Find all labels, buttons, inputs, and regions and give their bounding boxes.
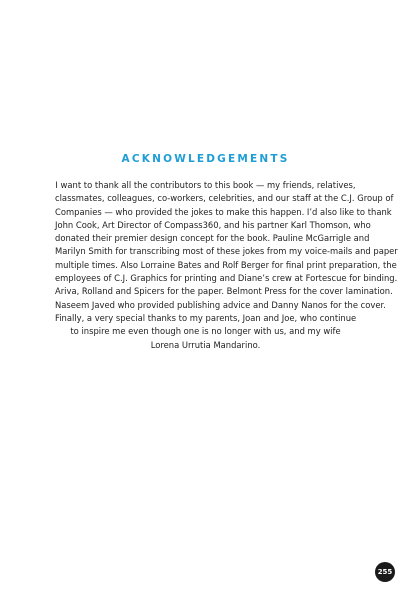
body-line: Naseem Javed who provided publishing advice and Danny Nanos for the cover. bbox=[55, 299, 386, 310]
body-line: Marilyn Smith for transcribing most of these jokes from my voice-mails and paper bbox=[55, 246, 398, 257]
page-heading: ACKNOWLEDGEMENTS bbox=[121, 153, 290, 165]
body-line: Finally, a very special thanks to my parents, Joan and Joe, who continue bbox=[55, 312, 357, 323]
body-line: donated their premier design concept for the book. Pauline McGarrigle and bbox=[55, 233, 370, 244]
body-line: Lorena Urrutia Mandarino. bbox=[150, 339, 261, 350]
body-line: employees of C.J. Graphics for printing and Diane’s crew at Fortescue for binding. bbox=[55, 273, 398, 284]
body-line: classmates, colleagues, co-workers, celebrities, and our staff at the C.J. Group of bbox=[55, 193, 394, 204]
body-line: Ariva, Rolland and Spicers for the paper. Belmont Press for the cover lamination. bbox=[55, 286, 393, 297]
body-line: to inspire me even though one is no longer with us, and my wife bbox=[70, 326, 341, 337]
body-line: Companies — who provided the jokes to make this happen. I’d also like to thank bbox=[55, 206, 392, 217]
body-line: multiple times. Also Lorraine Bates and Rolf Berger for final print preparation, the bbox=[55, 259, 397, 270]
page-number-badge: 255 bbox=[375, 562, 395, 582]
acknowledgements-body bbox=[55, 179, 398, 352]
body-line: John Cook, Art Director of Compass360, and his partner Karl Thomson, who bbox=[55, 219, 371, 230]
body-line: I want to thank all the contributors to this book — my friends, relatives, bbox=[55, 180, 356, 190]
